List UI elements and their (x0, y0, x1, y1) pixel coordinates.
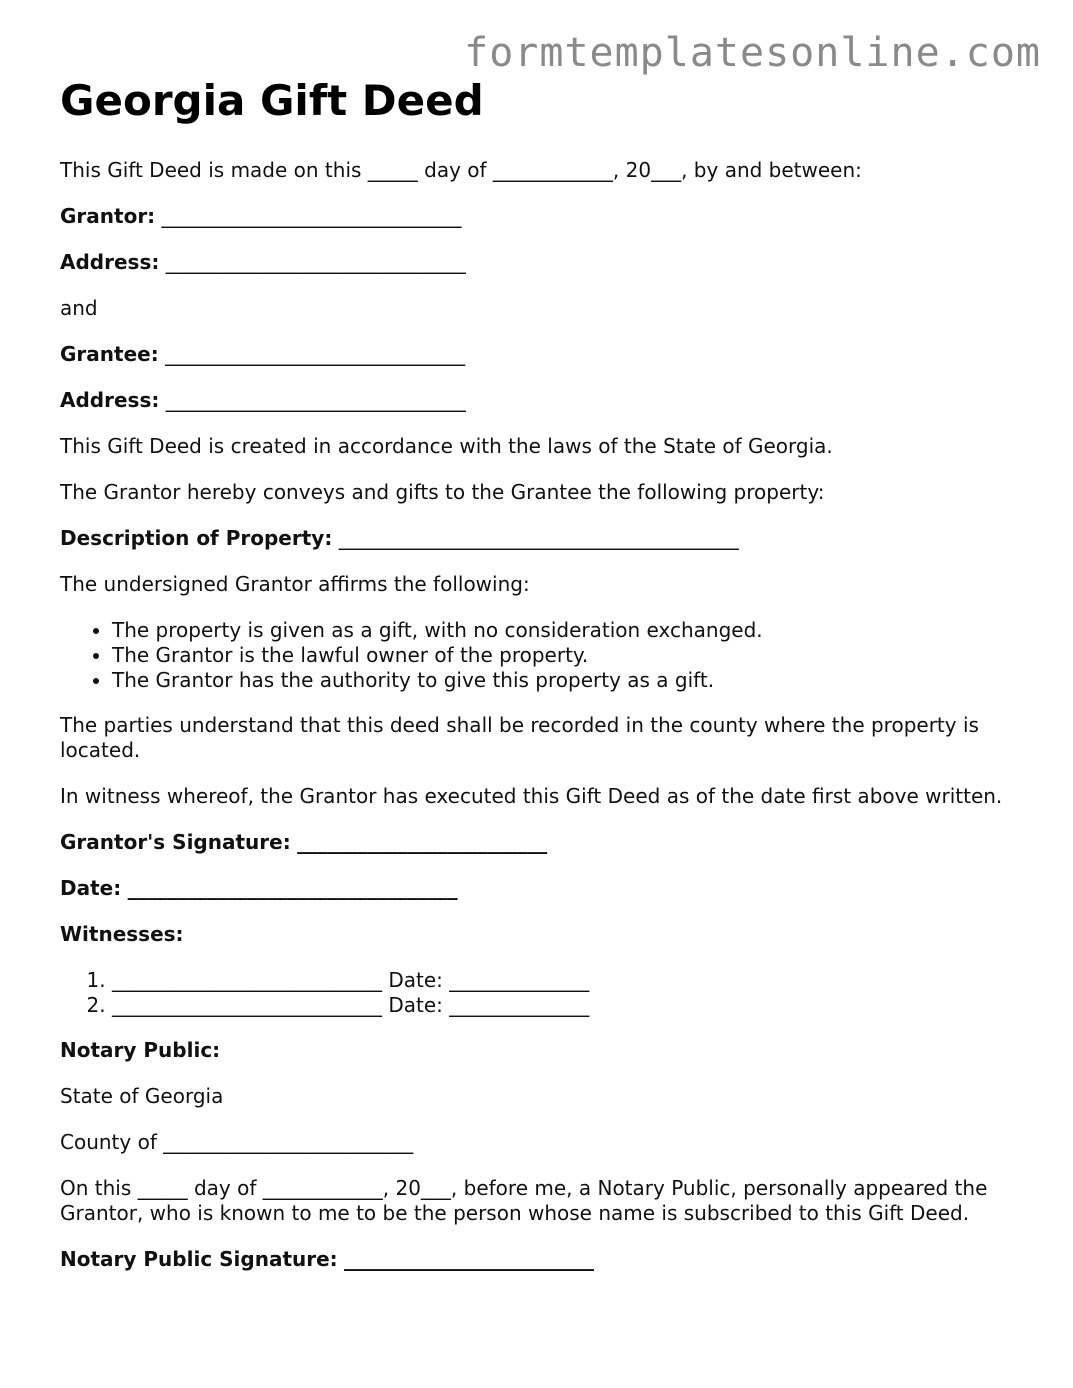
document-body (60, 74, 1020, 1293)
grantor-field (60, 204, 1020, 229)
affirmation-list (60, 618, 1020, 693)
list-item: • The property is given as a gift, with no consideration exchanged. (112, 618, 1020, 643)
grantor-label: Grantor: (60, 204, 156, 228)
date-label: Date: (60, 876, 122, 900)
date-field (60, 876, 1020, 901)
convey-paragraph: The Grantor hereby conveys and gifts to the Grantee the following property: (60, 480, 825, 504)
grantee-address-blank[interactable]: ______________________________ (165, 388, 466, 412)
and-text: and (60, 296, 98, 320)
grantee-address-field (60, 388, 1020, 413)
grantee-blank[interactable]: ______________________________ (165, 342, 466, 366)
notary-signature-field (60, 1247, 1020, 1272)
record-paragraph: The parties understand that this deed shall be recorded in the county where the property is located. (60, 713, 979, 762)
property-field (60, 526, 1020, 551)
watermark: formtemplatesonline.com (464, 30, 1041, 76)
page-title: Georgia Gift Deed (60, 76, 484, 125)
grantee-label: Grantee: (60, 342, 159, 366)
county-field[interactable]: County of _________________________ (60, 1130, 414, 1154)
grantor-signature-label: Grantor's Signature: (60, 830, 291, 854)
grantor-address-field (60, 250, 1020, 275)
grantee-address-label: Address: (60, 388, 160, 412)
grantor-signature-blank[interactable]: _________________________ (297, 830, 548, 854)
law-paragraph: This Gift Deed is created in accordance with the laws of the State of Georgia. (60, 434, 833, 458)
state-text: State of Georgia (60, 1084, 224, 1108)
notary-heading: Notary Public: (60, 1038, 221, 1062)
property-label: Description of Property: (60, 526, 333, 550)
intro-paragraph: This Gift Deed is made on this _____ day of ____________, 20___, by and between: (60, 158, 862, 182)
grantor-signature-field (60, 830, 1020, 855)
notary-paragraph: On this _____ day of ____________, 20___, before me, a Notary Public, personally appeared the Grantor, who is known to me to be the person whose name is subscribed to this Gift Deed. (60, 1176, 988, 1225)
witness-line[interactable]: 2. ___________________________ Date: ______________ (112, 993, 1020, 1018)
list-item: • The Grantor is the lawful owner of the property. (112, 643, 1020, 668)
date-blank[interactable]: _________________________________ (127, 876, 458, 900)
witnesses-heading: Witnesses: (60, 922, 184, 946)
notary-signature-label: Notary Public Signature: (60, 1247, 338, 1271)
grantee-field (60, 342, 1020, 367)
property-blank[interactable]: ________________________________________ (338, 526, 739, 550)
witness-list (60, 968, 1020, 1018)
witness-whereof-paragraph: In witness whereof, the Grantor has executed this Gift Deed as of the date first above written. (60, 784, 1003, 808)
notary-signature-blank[interactable]: _________________________ (344, 1247, 595, 1271)
grantor-blank[interactable]: ______________________________ (161, 204, 462, 228)
list-item: • The Grantor has the authority to give this property as a gift. (112, 668, 1020, 693)
affirm-paragraph: The undersigned Grantor affirms the following: (60, 572, 530, 596)
grantor-address-label: Address: (60, 250, 160, 274)
grantor-address-blank[interactable]: ______________________________ (165, 250, 466, 274)
witness-line[interactable]: 1. ___________________________ Date: ______________ (112, 968, 1020, 993)
